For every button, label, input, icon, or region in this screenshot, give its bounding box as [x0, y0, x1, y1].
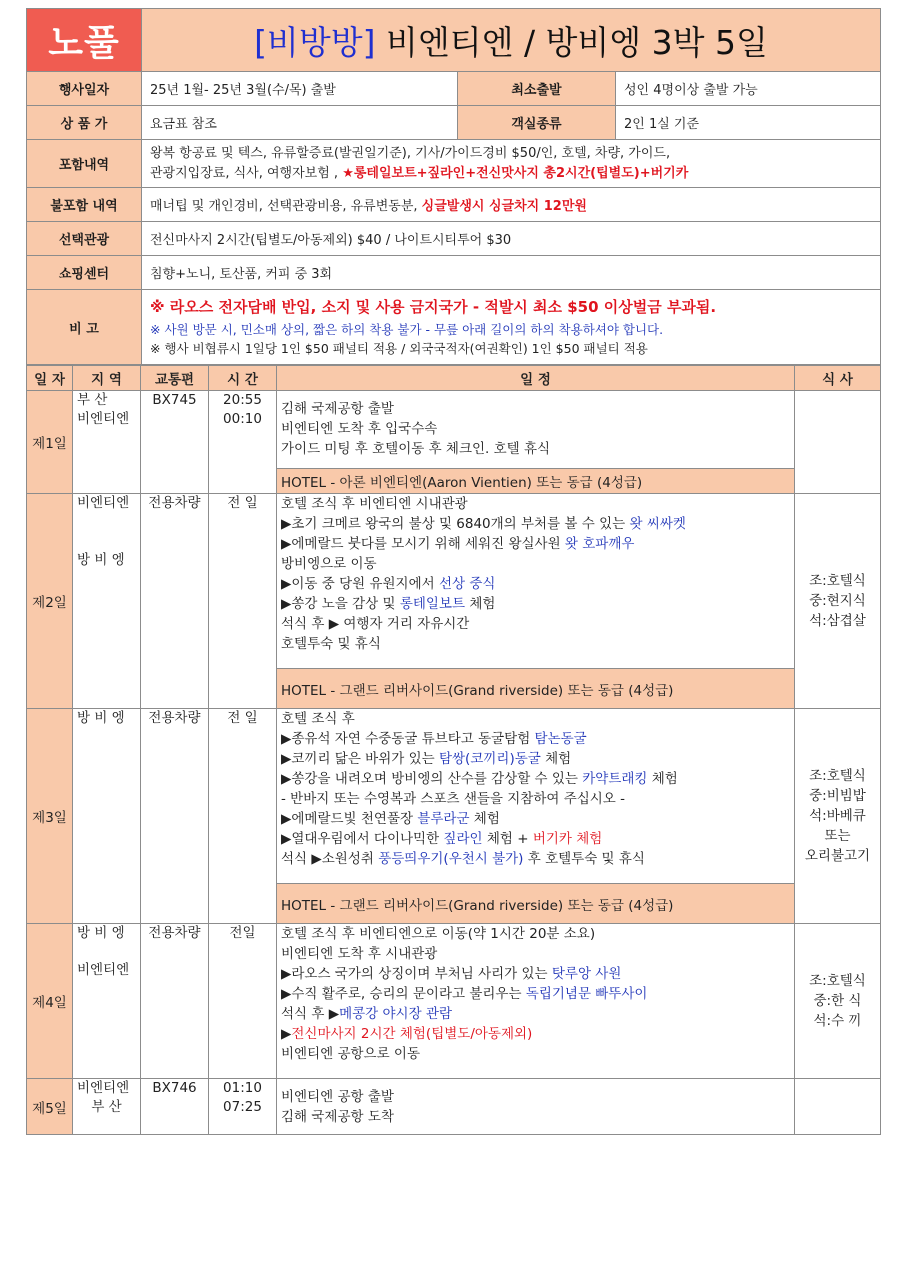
schedule-highlight: 블루라군: [417, 811, 470, 827]
schedule-highlight: 풍등띄우기(우천시 불가): [378, 851, 524, 867]
schedule-text: 체험: [465, 596, 496, 612]
schedule-line: [281, 534, 790, 554]
day-2-region: [73, 494, 141, 709]
schedule-line: [281, 769, 790, 789]
schedule-text: 후 호텔투숙 및 휴식: [523, 851, 645, 867]
itinerary-sheet: [26, 8, 880, 1135]
schedule-line: [281, 984, 790, 1004]
day-5-schedule: [277, 1079, 795, 1135]
schedule-line: [281, 829, 790, 849]
schedule-text: ▶코끼리 닮은 바위가 있는: [281, 751, 439, 767]
schedule-highlight: 왓 호파깨우: [564, 536, 635, 552]
schedule-line: 가이드 미팅 후 호텔이동 후 체크인. 호텔 휴식: [281, 441, 551, 457]
schedule-line: 방비엥으로 이동: [281, 556, 377, 572]
schedule-line: 비엔티엔 도착 후 입국수속: [281, 421, 438, 437]
day-5-region-a: 비엔티엔: [77, 1080, 130, 1096]
notes-label: 비 고: [27, 290, 142, 365]
day-1-hotel: HOTEL - 아론 비엔티엔(Aaron Vientien) 또는 동급 (4성급): [277, 469, 795, 494]
day-1-label: 제1일: [27, 391, 73, 494]
day-2-label: 제2일: [27, 494, 73, 709]
schedule-line: 김해 국제공항 출발: [281, 401, 394, 417]
schedule-text: 석식 ▶소원성취: [281, 851, 379, 867]
schedule-line: [281, 729, 790, 749]
optional-tour-value: 전신마사지 2시간(팁별도/아동제외) $40 / 나이트시티투어 $30: [142, 222, 881, 256]
day-1-region-a-text: 부 산: [77, 392, 108, 408]
day-2-hotel: HOTEL - 그랜드 리버사이드(Grand riverside) 또는 동급 (4성급): [277, 669, 795, 709]
day-2-time: 전 일: [209, 494, 277, 709]
schedule-text: ▶쏭강을 내려오며 방비엥의 산수를 감상할 수 있는: [281, 771, 583, 787]
schedule-line: 호텔 조식 후 비엔티엔으로 이동(약 1시간 20분 소요): [281, 926, 596, 942]
schedule-highlight-red: 전신마사지 2시간 체험(팁별도/아동제외): [291, 1026, 533, 1042]
schedule-text: ▶열대우림에서 다이나믹한: [281, 831, 444, 847]
title-tag: [비방방]: [254, 22, 376, 62]
day-3-region: 방 비 엥: [73, 709, 141, 924]
day-3-hotel: HOTEL - 그랜드 리버사이드(Grand riverside) 또는 동급 (4성급): [277, 884, 795, 924]
schedule-text: 체험: [469, 811, 500, 827]
period-label: 행사일자: [27, 72, 142, 106]
schedule-line: [281, 1024, 790, 1044]
col-meal: 식 사: [795, 366, 881, 391]
schedule-highlight: 선상 중식: [438, 576, 496, 592]
min-departure-label: 최소출발: [458, 72, 616, 106]
schedule-highlight: 롱테일보트: [399, 596, 466, 612]
shopping-value: 침향+노니, 토산품, 커피 중 3회: [142, 256, 881, 290]
day-2-region-a: 비엔티엔: [77, 495, 130, 511]
schedule-line: [281, 594, 790, 614]
col-schedule: 일 정: [277, 366, 795, 391]
page-title: [142, 9, 881, 72]
excluded-value: [142, 188, 881, 222]
day-4-transport: 전용차량: [141, 924, 209, 1079]
meal-dinner: 석:바베큐: [809, 808, 866, 824]
col-time: 시 간: [209, 366, 277, 391]
schedule-text: 체험 +: [482, 831, 533, 847]
price-value: 요금표 참조: [142, 106, 458, 140]
day-1-region-b: 비엔티엔: [77, 411, 130, 427]
day-3-transport: 전용차량: [141, 709, 209, 924]
included-line-1: 왕복 항공료 및 텍스, 유류할증료(발권일기준), 기사/가이드경비 $50/인, 호텔, 차량, 가이드,: [150, 145, 671, 161]
meal-dinner-alt: 오리불고기: [804, 848, 871, 864]
excluded-label: 불포함 내역: [27, 188, 142, 222]
schedule-highlight: 메콩강 야시장 관람: [339, 1006, 453, 1022]
day-1-schedule: [277, 391, 795, 469]
day-5-time: [209, 1079, 277, 1135]
schedule-text: ▶에메랄드빛 천연풀장: [281, 811, 418, 827]
schedule-line: [281, 749, 790, 769]
schedule-line: 김해 국제공항 도착: [281, 1109, 394, 1125]
meal-breakfast: 조:호텔식: [809, 973, 866, 989]
schedule-text: ▶종유석 자연 수중동굴 튜브타고 동굴탐험: [281, 731, 535, 747]
included-value: [142, 140, 881, 188]
notes-dress-code: ※ 사원 방문 시, 민소매 상의, 짧은 하의 착용 불가 - 무릎 아래 길이의 하의 착용하셔야 합니다.: [150, 322, 664, 337]
day-1-time-depart: 20:55: [223, 392, 262, 408]
schedule-highlight: 독립기념문 빠뚜사이: [525, 986, 648, 1002]
schedule-line: 비엔티엔 공항으로 이동: [281, 1046, 420, 1062]
schedule-text: ▶수직 활주로, 승리의 문이라고 불리우는: [281, 986, 526, 1002]
schedule-line: [281, 1004, 790, 1024]
meal-dinner: 석:수 끼: [813, 1013, 862, 1029]
room-type-value: 2인 1실 기준: [616, 106, 881, 140]
schedule-line: [281, 514, 790, 534]
included-line-2: [150, 164, 872, 184]
schedule-text: 체험: [540, 751, 572, 767]
schedule-line: 호텔 조식 후: [281, 711, 355, 727]
title-main: 비엔티엔 / 방비엥 3박 5일: [375, 22, 768, 62]
day-1-time-arrive: 00:10: [223, 411, 262, 427]
period-value: 25년 1월- 25년 3월(수/목) 출발: [142, 72, 458, 106]
schedule-highlight: 탐쌍(코끼리)동굴: [438, 751, 541, 767]
meal-breakfast: 조:호텔식: [809, 573, 866, 589]
day-2-transport: 전용차량: [141, 494, 209, 709]
day-4-meal: [795, 924, 881, 1079]
day-2-meal: [795, 494, 881, 709]
brand-logo: 노풀: [27, 9, 142, 72]
day-5-region: [73, 1079, 141, 1135]
meal-lunch: 중:비빔밥: [809, 788, 866, 804]
optional-tour-label: 선택관광: [27, 222, 142, 256]
col-transport: 교통편: [141, 366, 209, 391]
day-5-meal: [795, 1079, 881, 1135]
meal-dinner-or: 또는: [824, 828, 851, 844]
schedule-text: 석식 후 ▶: [281, 1006, 340, 1022]
schedule-text: ▶: [281, 1026, 292, 1042]
day-1-transport: BX745: [141, 391, 209, 494]
schedule-text: 체험: [647, 771, 678, 787]
single-charge: 싱글발생시 싱글차지 12만원: [421, 199, 587, 214]
day-1-time: [209, 391, 277, 494]
day-5-time-arrive: 07:25: [223, 1099, 262, 1115]
day-3-meal: [795, 709, 881, 924]
meal-dinner: 석:삼겹살: [809, 613, 866, 629]
day-2-region-b: 방 비 엥: [77, 552, 125, 568]
schedule-line: 호텔 조식 후 비엔티엔 시내관광: [281, 496, 468, 512]
day-5-region-b: 부 산: [91, 1099, 122, 1115]
included-label: 포함내역: [27, 140, 142, 188]
day-5-time-depart: 01:10: [223, 1080, 262, 1096]
day-5-label: 제5일: [27, 1079, 73, 1135]
schedule-highlight: 탐논동굴: [534, 731, 587, 747]
day-3-time: 전 일: [209, 709, 277, 924]
schedule-highlight: 짚라인: [443, 831, 483, 847]
min-departure-value: 성인 4명이상 출발 가능: [616, 72, 881, 106]
schedule-line: 석식 후 ▶ 여행자 거리 자유시간: [281, 616, 470, 632]
day-4-label: 제4일: [27, 924, 73, 1079]
itinerary-table: [26, 365, 881, 1135]
excluded-text: 매너팁 및 개인경비, 선택관광비용, 유류변동분,: [150, 199, 418, 214]
day-4-region-a: 방 비 엥: [77, 925, 125, 941]
day-3-schedule: [277, 709, 795, 884]
schedule-line: [281, 849, 790, 869]
day-5-transport: BX746: [141, 1079, 209, 1135]
col-day: 일 자: [27, 366, 73, 391]
schedule-highlight: 탓루앙 사원: [551, 966, 622, 982]
schedule-highlight-red: 버기카 체험: [532, 831, 603, 847]
meal-lunch: 중:한 식: [813, 993, 862, 1009]
schedule-text: ▶이동 중 당원 유원지에서: [281, 576, 439, 592]
day-3-label: 제3일: [27, 709, 73, 924]
schedule-line: - 반바지 또는 수영복과 스포츠 샌들을 지참하여 주십시오 -: [281, 791, 626, 807]
day-1-meal: [795, 391, 881, 494]
day-1-region-a: [77, 391, 136, 410]
schedule-line: [281, 809, 790, 829]
day-4-time: 전일: [209, 924, 277, 1079]
day-2-schedule: [277, 494, 795, 669]
info-table: [26, 8, 881, 365]
notes-penalty: ※ 행사 비협류시 1일당 1인 $50 패널티 적용 / 외국국적자(여권확인) 1인 $50 패널티 적용: [150, 341, 648, 356]
col-region: 지 역: [73, 366, 141, 391]
shopping-label: 쇼핑센터: [27, 256, 142, 290]
schedule-text: ▶초기 크메르 왕국의 불상 및 6840개의 부처를 볼 수 있는: [281, 516, 630, 532]
schedule-line: 호텔투숙 및 휴식: [281, 636, 381, 652]
schedule-text: ▶쏭강 노을 감상 및: [281, 596, 400, 612]
schedule-line: [281, 574, 790, 594]
room-type-label: 객실종류: [458, 106, 616, 140]
day-1-region: [73, 391, 141, 494]
schedule-text: ▶에메랄드 붓다를 모시기 위해 세워진 왕실사원: [281, 536, 565, 552]
schedule-text: ▶라오스 국가의 상징이며 부처님 사리가 있는: [281, 966, 552, 982]
schedule-highlight: 카약트래킹: [582, 771, 648, 787]
notes-ecig-warning: ※ 라오스 전자담배 반입, 소지 및 사용 금지국가 - 적발시 최소 $50 이상벌금 부과됨.: [150, 298, 717, 316]
notes-value: [142, 290, 881, 365]
schedule-highlight: 왓 씨싸켓: [629, 516, 686, 532]
meal-breakfast: 조:호텔식: [809, 768, 866, 784]
included-line-2-text: 관광지입장료, 식사, 여행자보험 ,: [150, 165, 339, 181]
day-4-region-b: 비엔티엔: [77, 962, 130, 978]
day-4-schedule: [277, 924, 795, 1079]
day-4-region: [73, 924, 141, 1079]
schedule-line: [281, 964, 790, 984]
price-label: 상 품 가: [27, 106, 142, 140]
meal-lunch: 중:현지식: [809, 593, 866, 609]
included-highlight: ★롱테일보트+짚라인+전신맛사지 총2시간(팁별도)+버기카: [342, 165, 689, 181]
schedule-line: 비엔티엔 도착 후 시내관광: [281, 946, 438, 962]
schedule-line: 비엔티엔 공항 출발: [281, 1089, 394, 1105]
